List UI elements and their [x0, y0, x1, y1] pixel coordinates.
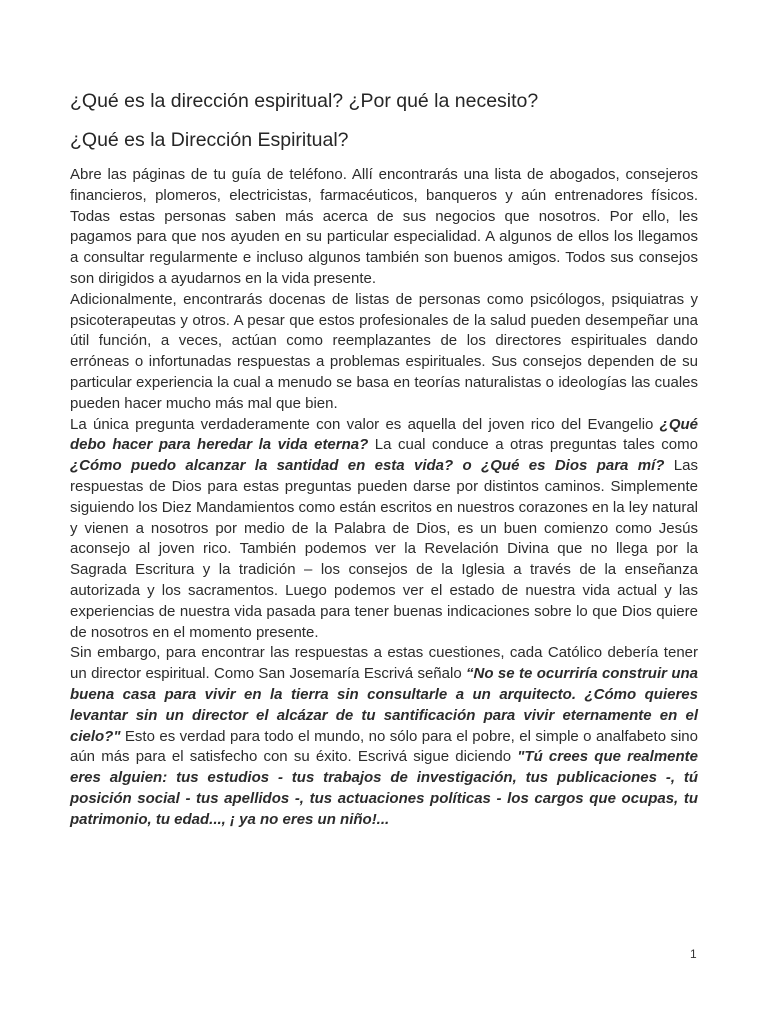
- main-heading: ¿Qué es la dirección espiritual? ¿Por qué la necesito?: [70, 90, 539, 112]
- paragraph-4-bold-1: “No se te ocurriría construir una buena casa para vivir en la tierra sin consultarle a un arquitecto. ¿Cómo quieres levantar sin un director el alcázar de tu santificación para vivir eternamente en el cielo?": [70, 665, 698, 745]
- section-heading: ¿Qué es la Dirección Espiritual?: [70, 129, 349, 151]
- paragraph-3-text-3: Las respuestas de Dios para estas preguntas pueden darse por distintos caminos. Simplemente siguiendo los Diez Mandamientos como están escritos en nuestros corazones en la ley natural y vienen a nosotros por medio de la Palabra de Dios, es un buen comienzo como Jesús aconsejo al joven rico. También podemos ver la Revelación Divina que no llega por la Sagrada Escritura y la tradición – los consejos de la Iglesia a través de la enseñanza autorizada y los sacramentos. Luego podemos ver el estado de nuestra vida actual y las experiencias de nuestra vida pasada para tener buenas indicaciones sobre lo que Dios quiere de nosotros en el momento presente.: [70, 457, 698, 641]
- paragraph-3-text-2: La cual conduce a otras preguntas tales como: [368, 436, 698, 454]
- paragraph-4-bold-2: "Tú crees que realmente eres alguien: tus estudios - tus trabajos de investigación, tus publicaciones -, tú posición social - tus apellidos -, tus actuaciones políticas - los cargos que ocupas, tu patrimonio, tu edad..., ¡ ya no eres un niño!...: [70, 748, 698, 828]
- paragraph-4: [70, 643, 698, 830]
- paragraph-4-text-2: Esto es verdad para todo el mundo, no sólo para el pobre, el simple o analfabeto sino aún más para el satisfecho con su éxito. Escrivá sigue diciendo: [70, 727, 698, 766]
- paragraph-3-bold-2: ¿Cómo puedo alcanzar la santidad en esta vida? o ¿Qué es Dios para mí?: [70, 457, 665, 475]
- paragraph-4-text-1: Sin embargo, para encontrar las respuestas a estas cuestiones, cada Católico debería tener un director espiritual. Como San Josemaría Escrivá señalo: [70, 644, 698, 683]
- paragraph-1: Abre las páginas de tu guía de teléfono. Allí encontrarás una lista de abogados, consejeros financieros, plomeros, electricistas, farmacéuticos, banqueros y aún entrenadores físicos. Todas estas personas saben más acerca de sus negocios que nosotros. Por ello, les pagamos para que nos ayuden en su particular especialidad. A algunos de ellos los llegamos a consultar regularmente e incluso algunos también son buenos amigos. Todos sus consejos son dirigidos a ayudarnos en la vida presente.: [70, 166, 698, 287]
- paragraph-3-text-1: La única pregunta verdaderamente con valor es aquella del joven rico del Evangelio: [70, 415, 660, 433]
- paragraph-2: Adicionalmente, encontrarás docenas de listas de personas como psicólogos, psiquiatras y psicoterapeutas y otros. A pesar que estos profesionales de la salud pueden desempeñar una útil función, a veces, actúan como reemplazantes de los directores espirituales dando erróneas o infortunadas respuestas a problemas espirituales. Sus consejos dependen de su particular experiencia la cual a menudo se basa en teorías naturalistas o ideologías las cuales pueden hacer mucho más mal que bien.: [70, 290, 698, 412]
- paragraph-3-bold-1: ¿Qué debo hacer para heredar la vida eterna?: [70, 415, 698, 454]
- paragraph-3: [70, 415, 698, 644]
- page-number: 1: [690, 947, 697, 961]
- document-page: [70, 86, 698, 831]
